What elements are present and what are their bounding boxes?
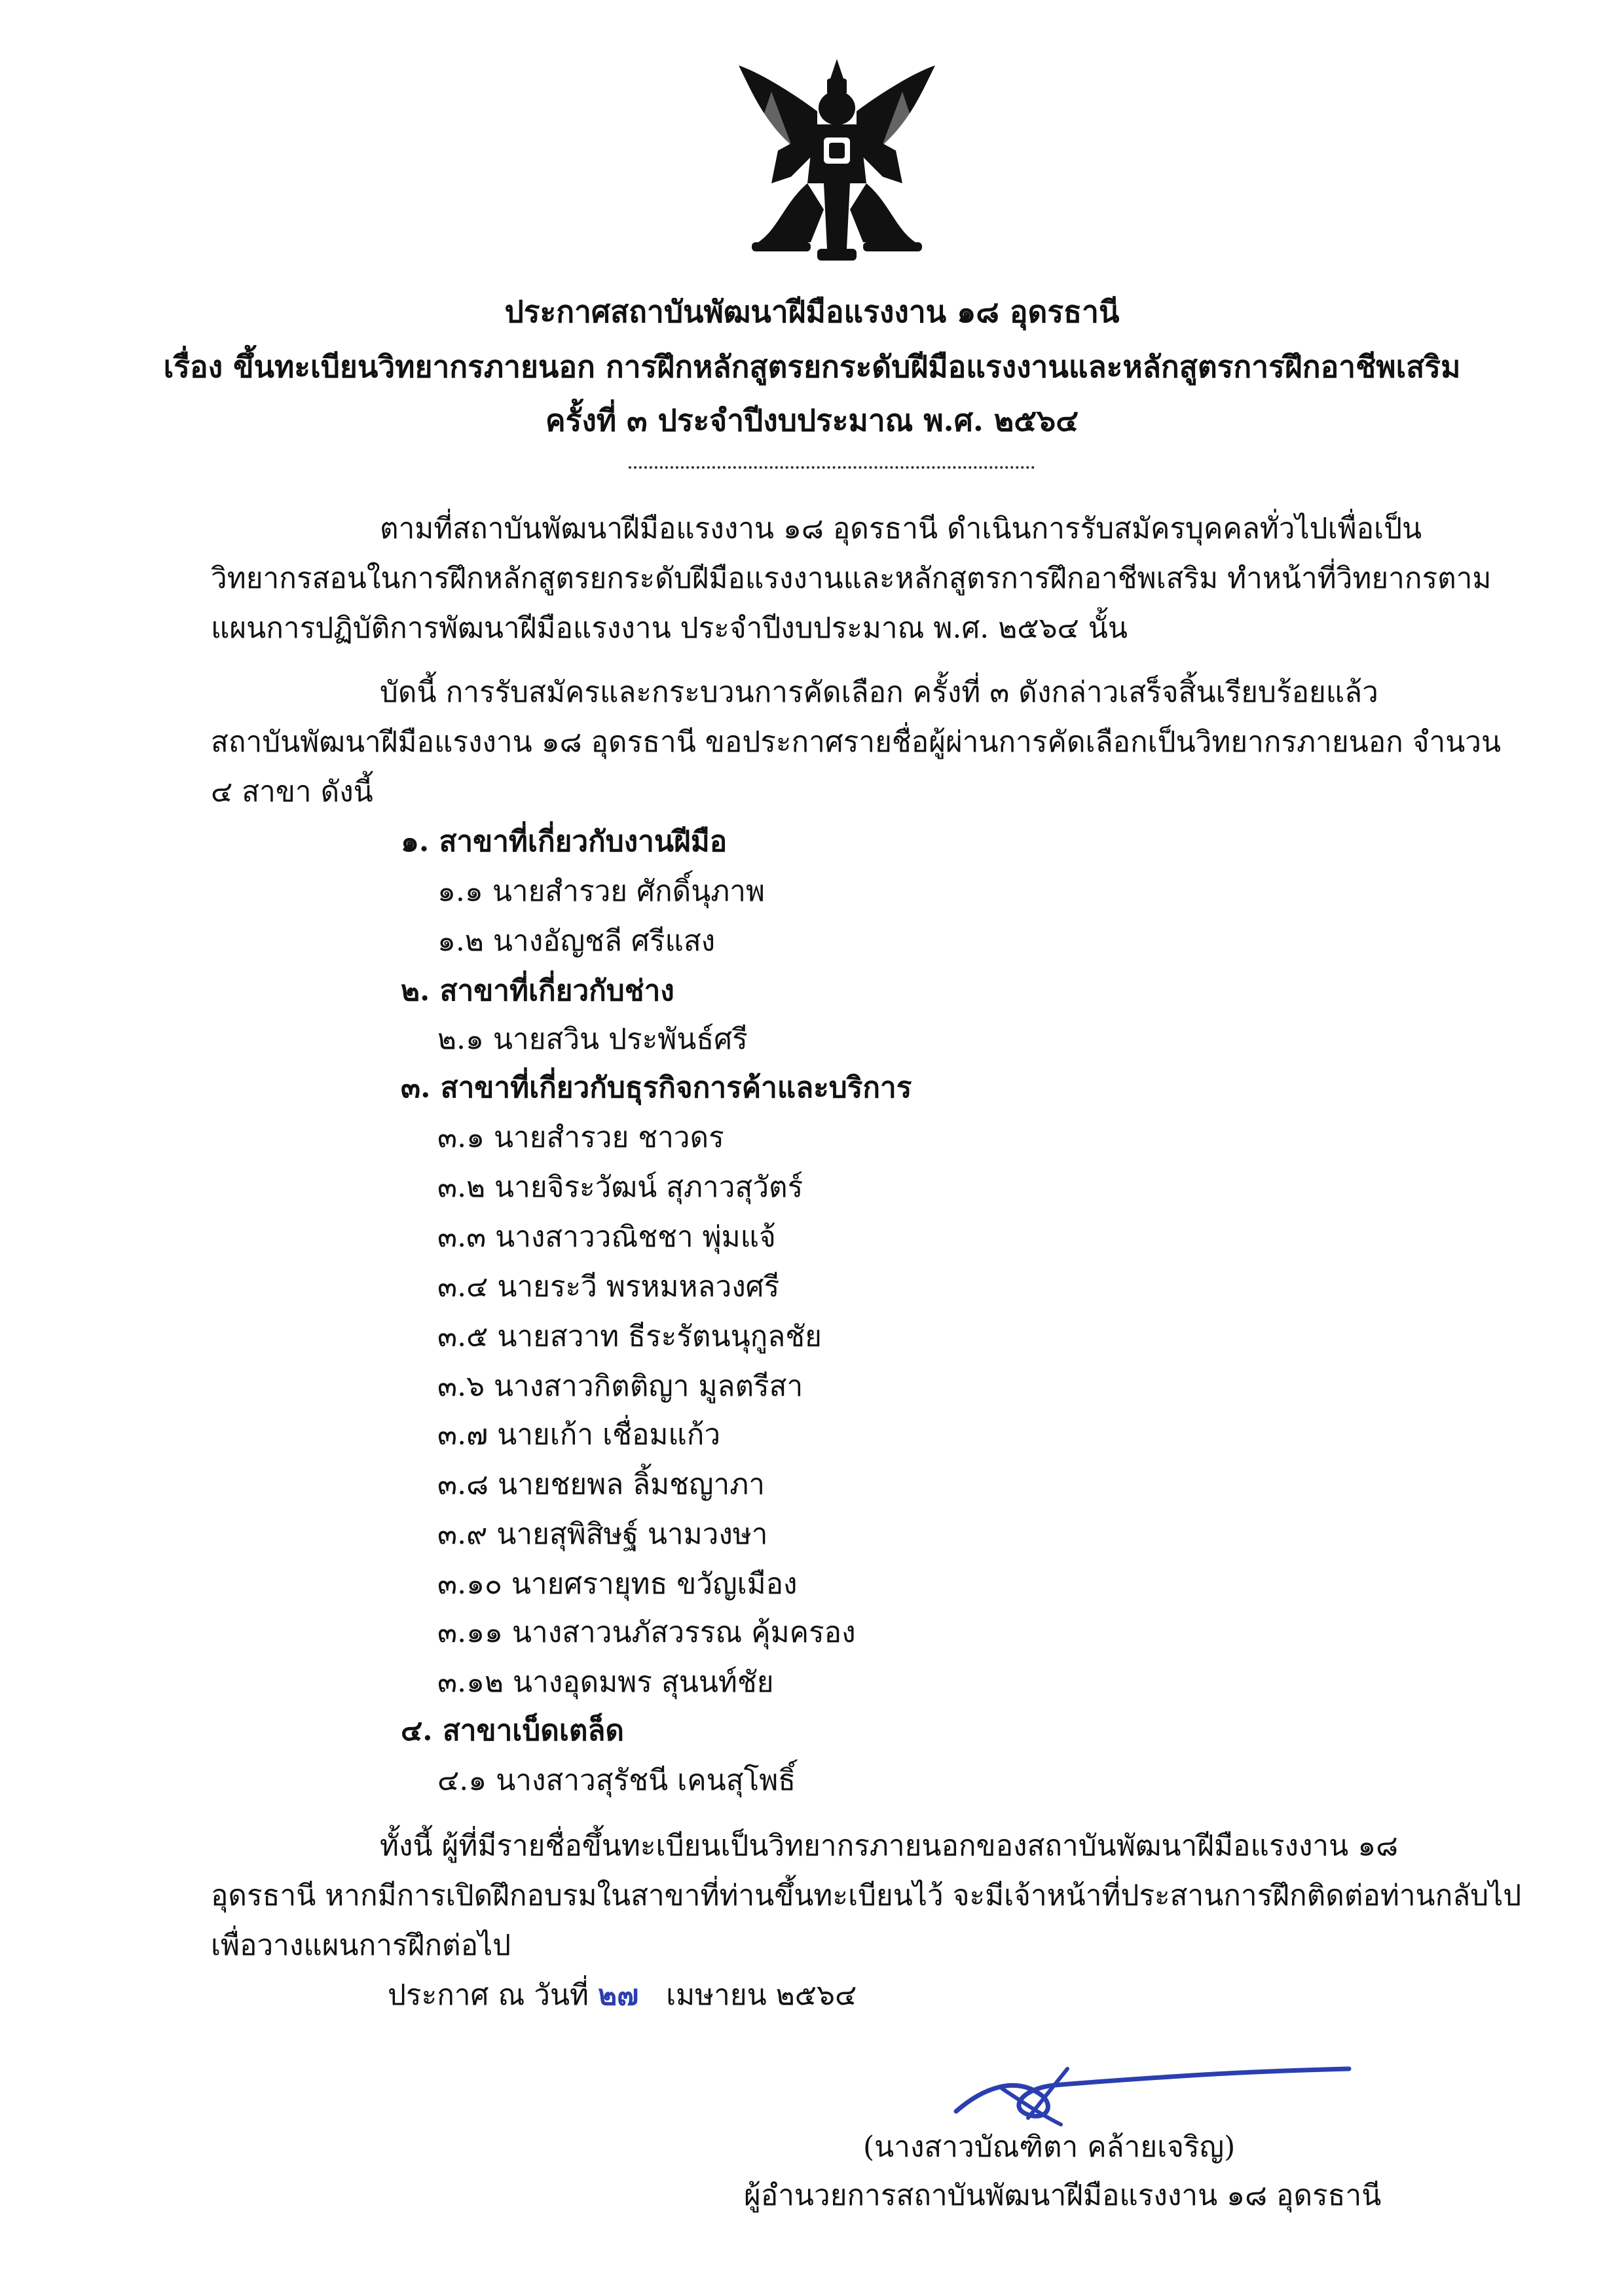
category-title: ๓. สาขาที่เกี่ยวกับธุรกิจการค้าและบริการ <box>401 1071 912 1104</box>
list-item: ๑.๑ นายสำรวย ศักดิ์นุภาพ <box>437 875 766 908</box>
garuda-emblem-icon <box>732 52 942 268</box>
paragraph-line: ทั้งนี้ ผู้ที่มีรายชื่อขึ้นทะเบียนเป็นวิทยากรภายนอกของสถาบันพัฒนาฝีมือแรงงาน ๑๘ <box>380 1829 1399 1863</box>
paragraph-line: บัดนี้ การรับสมัครและกระบวนการคัดเลือก ครั้งที่ ๓ ดังกล่าวเสร็จสิ้นเรียบร้อยแล้ว <box>380 676 1378 709</box>
signer-name: (นางสาวบัณฑิตา คล้ายเจริญ) <box>863 2130 1236 2164</box>
list-item: ๒.๑ นายสวิน ประพันธ์ศรี <box>437 1023 748 1056</box>
signer-position: ผู้อำนวยการสถาบันพัฒนาฝีมือแรงงาน ๑๘ อุดรธานี <box>744 2179 1382 2212</box>
title-line-1: ประกาศสถาบันพัฒนาฝีมือแรงงาน ๑๘ อุดรธานี <box>504 294 1120 329</box>
paragraph-line: สถาบันพัฒนาฝีมือแรงงาน ๑๘ อุดรธานี ขอประกาศรายชื่อผู้ผ่านการคัดเลือกเป็นวิทยากรภายนอก จำนวน <box>211 725 1502 759</box>
list-item: ๓.๑ นายสำรวย ชาวดร <box>437 1121 724 1154</box>
list-item: ๓.๑๒ นางอุดมพร สุนนท์ชัย <box>437 1666 774 1699</box>
announce-prefix: ประกาศ ณ วันที่ <box>388 1978 589 2012</box>
list-item: ๓.๓ นางสาววณิชชา พุ่มแจ้ <box>437 1220 776 1254</box>
list-item: ๓.๒ นายจิระวัฒน์ สุภาวสุวัตร์ <box>437 1171 803 1204</box>
list-item: ๓.๔ นายระวี พรหมหลวงศรี <box>437 1270 780 1303</box>
title-separator <box>629 466 1035 469</box>
paragraph-line: วิทยากรสอนในการฝึกหลักสูตรยกระดับฝีมือแรงงานและหลักสูตรการฝึกอาชีพเสริม ทำหน้าที่วิทยากรตาม <box>211 562 1492 595</box>
list-item: ๓.๙ นายสุพิสิษฐ์ นามวงษา <box>437 1518 768 1551</box>
paragraph-line: แผนการปฏิบัติการพัฒนาฝีมือแรงงาน ประจำปีงบประมาณ พ.ศ. ๒๕๖๔ นั้น <box>211 611 1128 645</box>
announce-date <box>388 1976 857 2015</box>
signature-icon <box>943 2049 1362 2134</box>
announce-month-year: เมษายน ๒๕๖๔ <box>666 1978 857 2012</box>
title-line-3: ครั้งที่ ๓ ประจำปีงบประมาณ พ.ศ. ๒๕๖๔ <box>545 403 1079 438</box>
paragraph-line: ๔ สาขา ดังนี้ <box>211 775 373 809</box>
list-item: ๓.๗ นายเก้า เชื่อมแก้ว <box>437 1418 721 1451</box>
list-item: ๔.๑ นางสาวสุรัชนี เคนสุโพธิ์ <box>437 1764 796 1797</box>
paragraph-intro <box>211 504 1492 653</box>
paragraph-result <box>211 668 1502 817</box>
list-item: ๓.๕ นายสวาท ธีระรัตนนุกูลชัย <box>437 1320 822 1353</box>
list-item: ๓.๘ นายชยพล ลิ้มชญาภา <box>437 1468 765 1501</box>
announce-day: ๒๗ <box>598 1978 639 2012</box>
paragraph-closing <box>211 1821 1522 1971</box>
category-title: ๔. สาขาเบ็ดเตล็ด <box>401 1714 624 1747</box>
list-item: ๓.๑๐ นายศรายุทธ ขวัญเมือง <box>437 1567 798 1601</box>
title-line-2: เรื่อง ขึ้นทะเบียนวิทยากรภายนอก การฝึกหลักสูตรยกระดับฝีมือแรงงานและหลักสูตรการฝึกอาชีพเสริม <box>163 349 1461 384</box>
paragraph-line: ตามที่สถาบันพัฒนาฝีมือแรงงาน ๑๘ อุดรธานี ดำเนินการรับสมัครบุคคลทั่วไปเพื่อเป็น <box>380 512 1422 545</box>
paragraph-line: อุดรธานี หากมีการเปิดฝึกอบรมในสาขาที่ท่านขึ้นทะเบียนไว้ จะมีเจ้าหน้าที่ประสานการฝึกติดต่อท่านกลับไป <box>211 1879 1522 1912</box>
list-item: ๓.๖ นางสาวกิตติญา มูลตรีสา <box>437 1370 803 1403</box>
category-title: ๒. สาขาที่เกี่ยวกับช่าง <box>401 974 674 1008</box>
list-item: ๑.๒ นางอัญชลี ศรีแสง <box>437 924 716 958</box>
paragraph-line: เพื่อวางแผนการฝึกต่อไป <box>211 1929 511 1962</box>
category-title: ๑. สาขาที่เกี่ยวกับงานฝีมือ <box>401 825 728 858</box>
list-item: ๓.๑๑ นางสาวนภัสวรรณ คุ้มครอง <box>437 1616 856 1649</box>
